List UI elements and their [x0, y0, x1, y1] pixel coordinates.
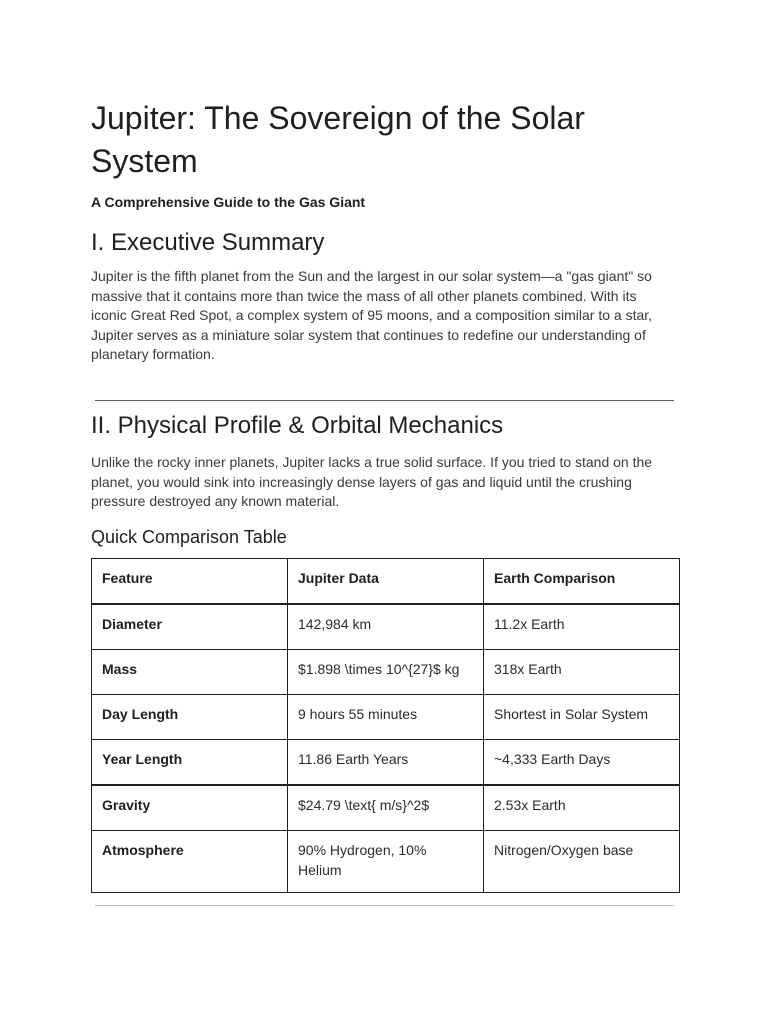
table-cell-feature: Day Length: [92, 695, 288, 740]
page-title: Jupiter: The Sovereign of the Solar System: [91, 100, 585, 179]
page-subtitle: A Comprehensive Guide to the Gas Giant: [91, 194, 366, 210]
table-cell-jupiter: 9 hours 55 minutes: [288, 695, 484, 740]
table-row: [92, 785, 680, 831]
column-header-earth-comparison: Earth Comparison: [484, 559, 680, 605]
table-cell-earth: ~4,333 Earth Days: [484, 740, 680, 786]
table-cell-jupiter: 142,984 km: [288, 604, 484, 650]
table-cell-feature: Mass: [92, 650, 288, 695]
physical-profile-paragraph: Unlike the rocky inner planets, Jupiter lacks a true solid surface. If you tried to stand on the planet, you would sink into increasingly dense layers of gas and liquid until the crushing pressure destroyed any known material.: [91, 454, 653, 510]
section-divider: [95, 905, 674, 906]
table-row: [92, 650, 680, 695]
table-cell-feature: Diameter: [92, 604, 288, 650]
table-title: Quick Comparison Table: [91, 527, 287, 547]
table-cell-feature: Gravity: [92, 785, 288, 831]
table-cell-feature: Year Length: [92, 740, 288, 786]
comparison-table: [91, 558, 680, 893]
executive-summary-paragraph: Jupiter is the fifth planet from the Sun and the largest in our solar system—a "gas giant" so massive that it contains more than twice the mass of all other planets combined. With its iconic Great Red Spot, a complex system of 95 moons, and a composition similar to a star, Jupiter serves as a miniature solar system that continues to redefine our understanding of planetary formation.: [91, 268, 653, 363]
column-header-jupiter-data: Jupiter Data: [288, 559, 484, 605]
section-heading-physical-profile: II. Physical Profile & Orbital Mechanics: [91, 412, 504, 439]
table-row: [92, 831, 680, 893]
table-cell-earth: 318x Earth: [484, 650, 680, 695]
table-cell-earth: 11.2x Earth: [484, 604, 680, 650]
table-row: [92, 740, 680, 786]
section-heading-executive-summary: I. Executive Summary: [91, 229, 325, 256]
table-row: [92, 695, 680, 740]
table-cell-jupiter: $24.79 \text{ m/s}^2$: [288, 785, 484, 831]
table-cell-jupiter: $1.898 \times 10^{27}$ kg: [288, 650, 484, 695]
column-header-feature: Feature: [92, 559, 288, 605]
table-cell-jupiter: 90% Hydrogen, 10% Helium: [288, 831, 484, 893]
table-cell-jupiter: 11.86 Earth Years: [288, 740, 484, 786]
table-header-row: [92, 559, 680, 605]
table-cell-earth: 2.53x Earth: [484, 785, 680, 831]
table-cell-feature: Atmosphere: [92, 831, 288, 893]
section-divider: [95, 400, 674, 401]
table-row: [92, 604, 680, 650]
table-cell-earth: Nitrogen/Oxygen base: [484, 831, 680, 893]
table-cell-earth: Shortest in Solar System: [484, 695, 680, 740]
